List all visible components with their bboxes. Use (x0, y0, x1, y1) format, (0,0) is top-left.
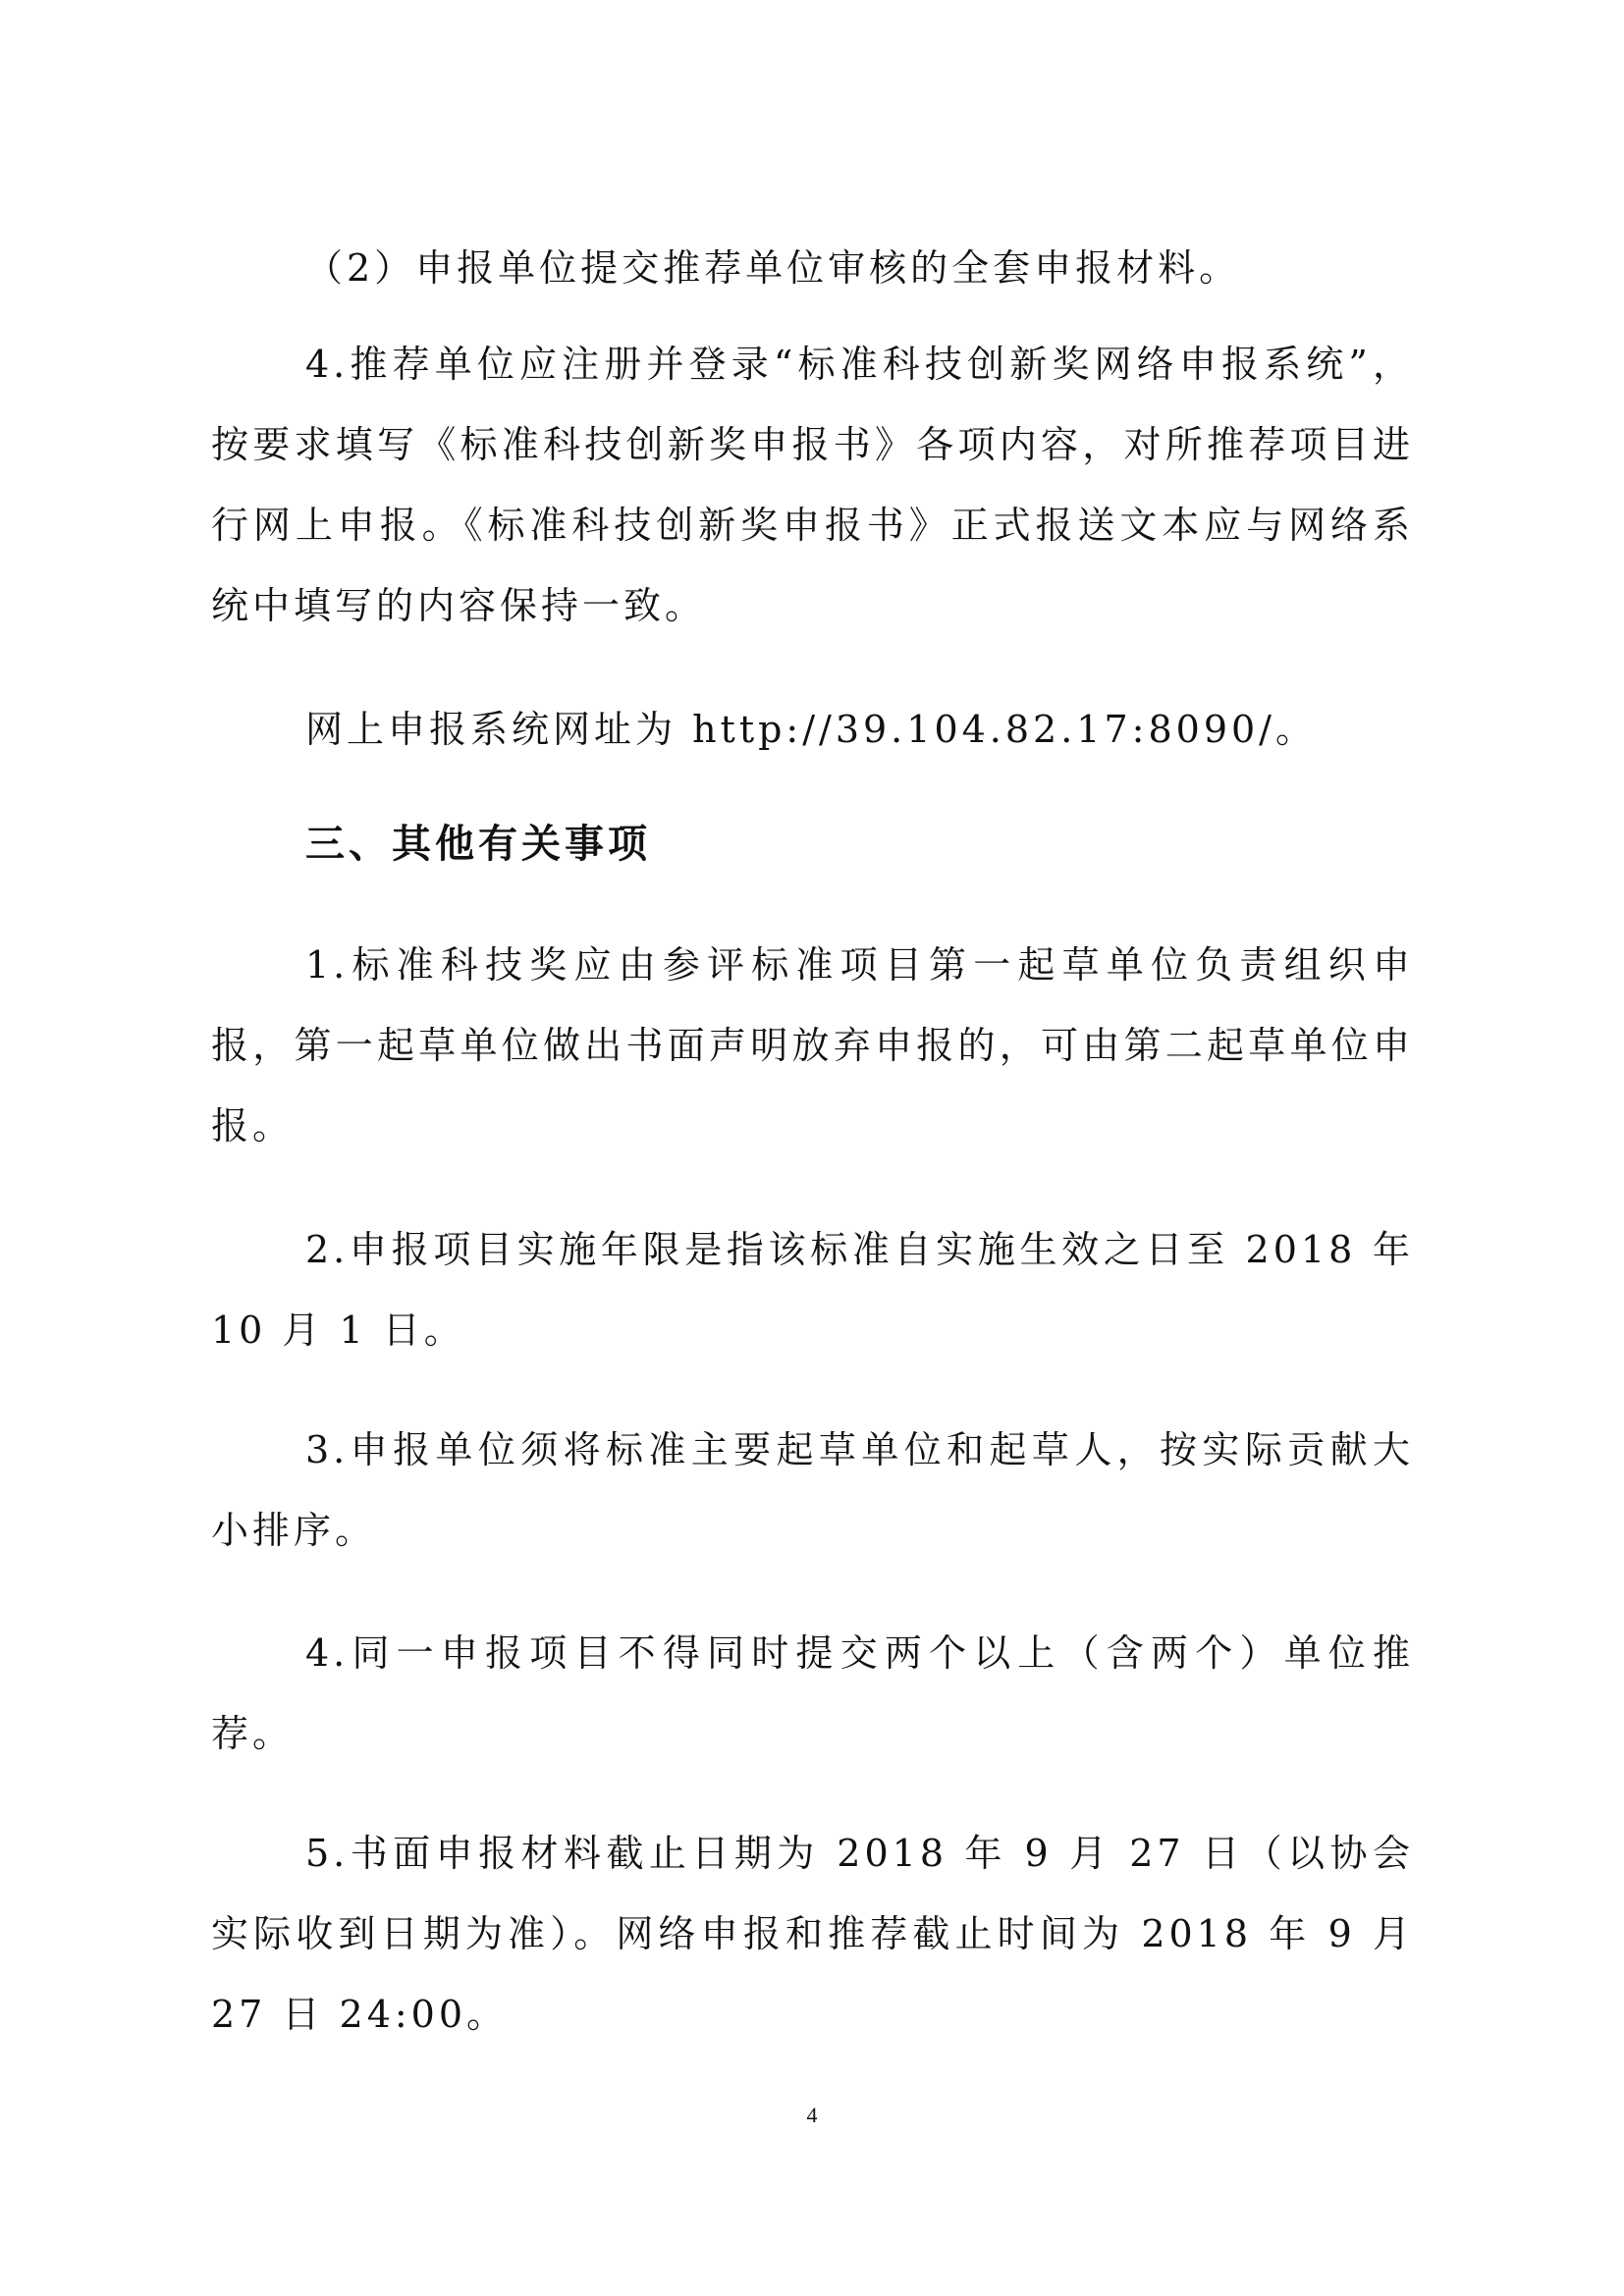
paragraph-item-4: 4.同一申报项目不得同时提交两个以上（含两个）单位推荐。 (211, 1631, 1414, 1755)
paragraph-materials: （2）申报单位提交推荐单位审核的全套申报材料。 (305, 246, 1241, 290)
paragraph-item-3: 3.申报单位须将标准主要起草单位和起草人，按实际贡献大小排序。 (211, 1428, 1414, 1552)
paragraph-system-url: 网上申报系统网址为 http://39.104.82.17:8090/。 (305, 708, 1317, 751)
section-heading: 三、其他有关事项 (305, 822, 651, 867)
paragraph-item-5: 5.书面申报材料截止日期为 2018 年 9 月 27 日（以协会实际收到日期为准）。网络申报和推荐截止时间为 2018 年 9 月 27 日 24:00。 (211, 1832, 1414, 2036)
paragraph-item-2: 2.申报项目实施年限是指该标准自实施生效之日至 2018 年 10 月 1 日。 (211, 1228, 1414, 1352)
paragraph-online-registration: 4.推荐单位应注册并登录“标准科技创新奖网络申报系统”，按要求填写《标准科技创新奖申报书》各项内容，对所推荐项目进行网上申报。《标准科技创新奖申报书》正式报送文本应与网络系统中填写的内容保持一致。 (211, 343, 1414, 627)
page-number: 4 (806, 2103, 818, 2127)
paragraph-item-1: 1.标准科技奖应由参评标准项目第一起草单位负责组织申报，第一起草单位做出书面声明放弃申报的，可由第二起草单位申报。 (211, 943, 1414, 1148)
